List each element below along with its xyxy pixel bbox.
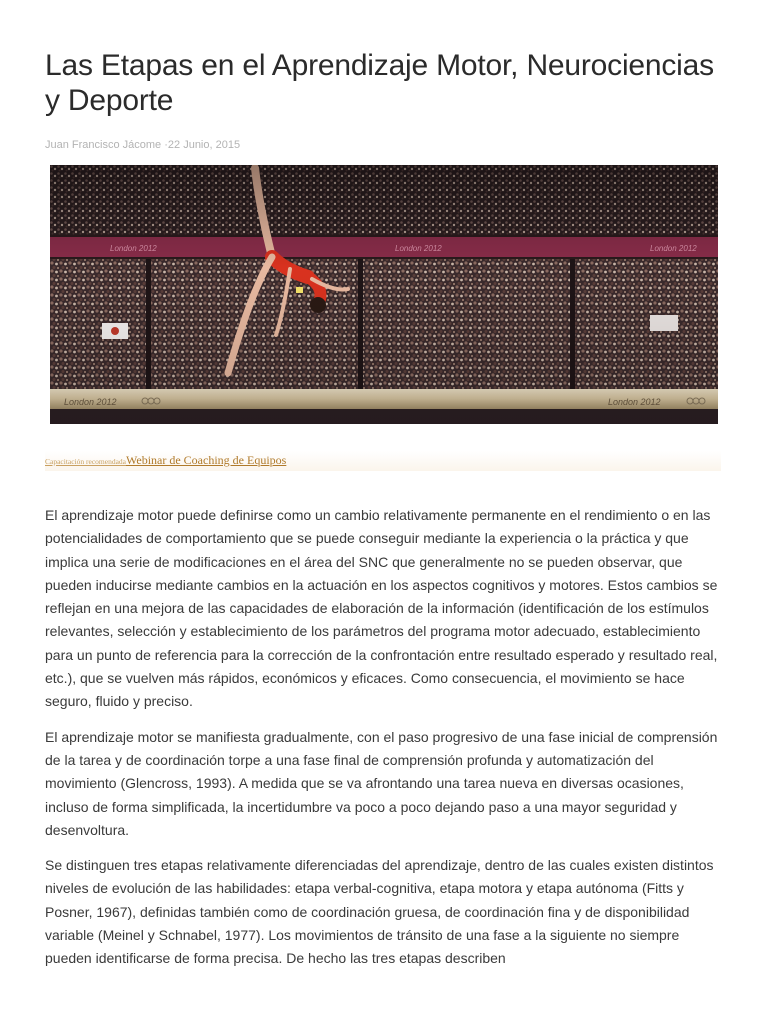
- author-name[interactable]: Juan Francisco Jácome: [45, 139, 162, 151]
- publish-date: 22 Junio, 2015: [167, 139, 241, 151]
- paragraph-2: El aprendizaje motor se manifiesta gradualmente, con el paso progresivo de una fase inicial de comprensión de la tarea y de coordinación torpe a una fase final de comprensión profunda y automatización del movimiento (Glencross, 1993). A medida que se va afrontando una tarea nueva en diversas ocasiones, incluso de forma simplificada, la incertidumbre va poco a poco dejando paso a una mayor seguridad y desenvoltura.: [45, 728, 718, 838]
- paragraph-1: El aprendizaje motor puede definirse como un cambio relativamente permanente en el rendimiento o en las potencialidades de comportamiento que se puede conseguir mediante la experiencia o la práctica y que implica una serie de modificaciones en el área del SNC que generalmente no se pueden observar, que pueden inducirse mediante cambios en la actuación en los aspectos cognitivos y motores. Estos cambios se reflejan en una mejora de las capacidades de elaboración de la información (identificación de los estímulos relevantes, selección y establecimiento de los parámetros del programa motor adecuado, establecimiento para un punto de referencia para la corrección de la confrontación entre resultado esperado y resultado real, etc.), que se vuelven más rápidos, económicos y eficaces. Como consecuencia, el movimiento se hace seguro, fluido y preciso.: [45, 507, 718, 710]
- article-body: [45, 504, 725, 983]
- hero-image: [50, 165, 718, 424]
- promo-label: Capacitación recomendada: [45, 457, 126, 466]
- recommended-training-bar: [45, 451, 721, 471]
- gymnast-photo: [50, 165, 718, 424]
- promo-link[interactable]: Webinar de Coaching de Equipos: [126, 453, 287, 467]
- paragraph-3: Se distinguen tres etapas relativamente diferenciadas del aprendizaje, dentro de las cuales existen distintos niveles de evolución de las habilidades: etapa verbal-cognitiva, etapa motora y etapa autónoma (Fitts y Posner, 1967), definidas también como de coordinación gruesa, de coordinación fina y de disponibilidad variable (Meinel y Schnabel, 1977). Los movimientos de tránsito de una fase a la siguiente no siempre pueden identificarse de forma precisa. De hecho las tres etapas describen: [45, 857, 714, 967]
- article-title: Las Etapas en el Aprendizaje Motor, Neurociencias y Deporte: [45, 49, 714, 117]
- article-meta: [45, 139, 240, 151]
- meta-separator: ·: [161, 139, 168, 151]
